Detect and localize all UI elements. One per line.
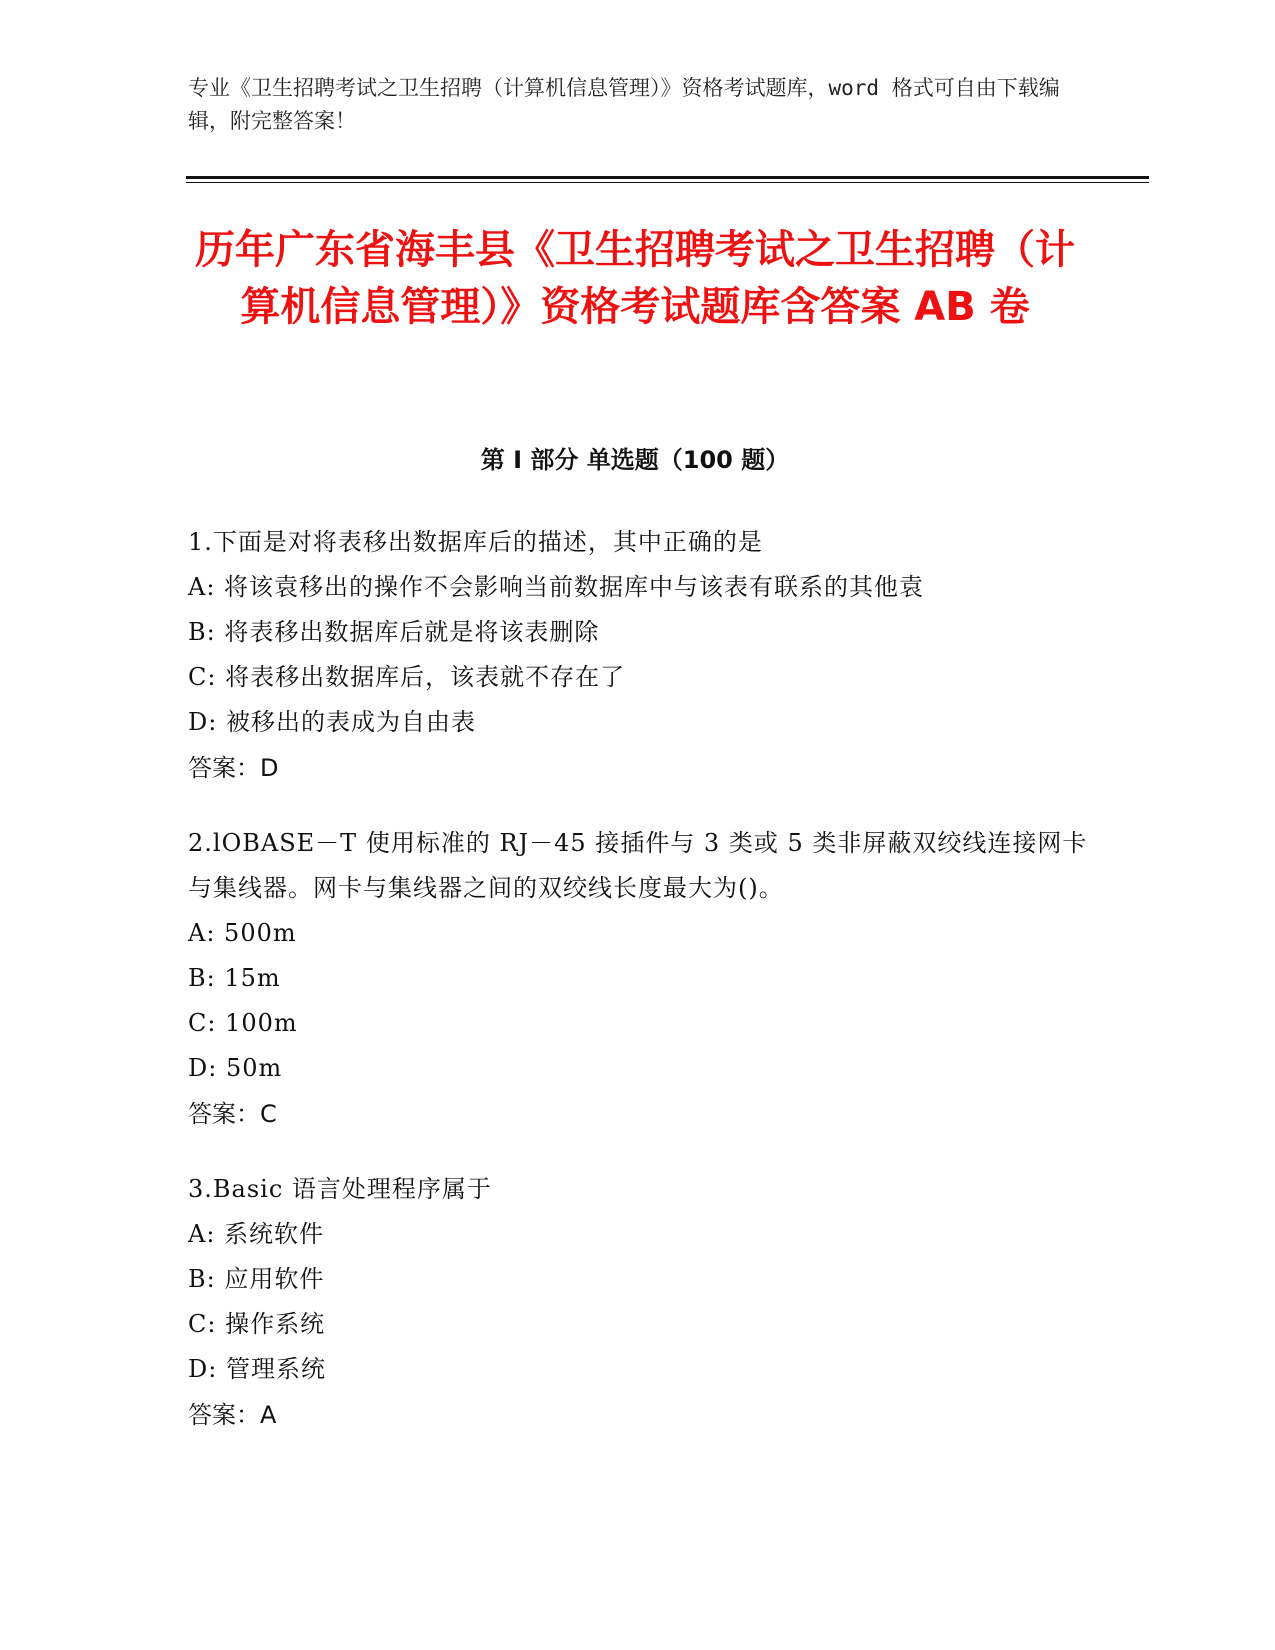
option-b: B: 将表移出数据库后就是将该表删除 xyxy=(188,618,600,646)
document-title: 历年广东省海丰县《卫生招聘考试之卫生招聘（计算机信息管理）》资格考试题库含答案 AB 卷 xyxy=(195,227,1075,330)
header-rule-thick xyxy=(186,176,1149,179)
question-2 xyxy=(188,821,1088,1137)
answer-label: 答案：C xyxy=(188,1100,277,1128)
answer-label: 答案：A xyxy=(188,1401,277,1429)
option-d: D: 管理系统 xyxy=(188,1355,326,1383)
option-a: A: 系统软件 xyxy=(188,1220,325,1248)
question-stem: 1.下面是对将表移出数据库后的描述，其中正确的是 xyxy=(188,528,763,556)
question-stem: 2.lOBASE－T 使用标准的 RJ－45 接插件与 3 类或 5 类非屏蔽双绞线连接网卡与集线器。网卡与集线器之间的双绞线长度最大为()。 xyxy=(188,829,1088,902)
option-a: A: 500m xyxy=(188,919,297,947)
option-c: C: 将表移出数据库后，该表就不存在了 xyxy=(188,663,626,691)
header-rule-thin xyxy=(186,182,1149,183)
option-c: C: 操作系统 xyxy=(188,1310,326,1338)
question-1 xyxy=(188,520,1088,791)
answer-label: 答案：D xyxy=(188,754,279,782)
option-b: B: 15m xyxy=(188,964,281,992)
section-title: 第 I 部分 单选题（100 题） xyxy=(480,446,790,474)
question-list xyxy=(188,520,1088,1468)
question-3 xyxy=(188,1167,1088,1438)
option-d: D: 被移出的表成为自由表 xyxy=(188,708,476,736)
option-d: D: 50m xyxy=(188,1054,283,1082)
header-note: 专业《卫生招聘考试之卫生招聘（计算机信息管理）》资格考试题库，word 格式可自由下载编辑，附完整答案！ xyxy=(188,76,1060,133)
option-b: B: 应用软件 xyxy=(188,1265,325,1293)
question-stem: 3.Basic 语言处理程序属于 xyxy=(188,1175,492,1203)
option-a: A: 将该袁移出的操作不会影响当前数据库中与该表有联系的其他袁 xyxy=(188,573,925,601)
option-c: C: 100m xyxy=(188,1009,298,1037)
